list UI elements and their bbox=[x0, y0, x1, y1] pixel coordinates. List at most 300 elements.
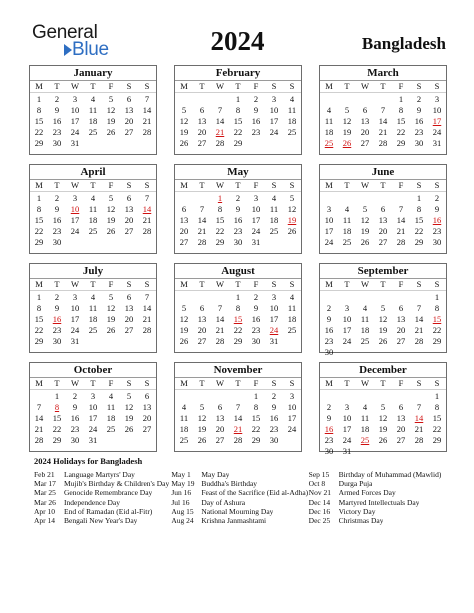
day-cell[interactable]: 27 bbox=[360, 138, 370, 148]
day-cell[interactable]: 11 bbox=[269, 204, 279, 214]
day-cell[interactable]: 19 bbox=[106, 314, 116, 324]
day-cell[interactable]: 7 bbox=[144, 292, 150, 302]
day-cell[interactable]: 24 bbox=[324, 237, 334, 247]
day-cell[interactable]: 14 bbox=[414, 413, 424, 423]
day-cell[interactable]: 20 bbox=[360, 127, 370, 137]
day-cell[interactable]: 28 bbox=[34, 435, 44, 445]
day-cell[interactable]: 18 bbox=[106, 413, 116, 423]
day-cell[interactable]: 16 bbox=[324, 424, 334, 434]
day-cell[interactable]: 6 bbox=[362, 105, 368, 115]
day-cell[interactable]: 8 bbox=[398, 105, 404, 115]
day-cell[interactable]: 11 bbox=[88, 105, 98, 115]
day-cell[interactable]: 30 bbox=[251, 336, 261, 346]
day-cell[interactable]: 17 bbox=[287, 413, 297, 423]
day-cell[interactable]: 18 bbox=[287, 116, 297, 126]
day-cell[interactable]: 1 bbox=[434, 292, 440, 302]
day-cell[interactable]: 21 bbox=[396, 226, 406, 236]
day-cell[interactable]: 1 bbox=[36, 94, 42, 104]
day-cell[interactable]: 29 bbox=[396, 138, 406, 148]
day-cell[interactable]: 18 bbox=[269, 215, 279, 225]
day-cell[interactable]: 27 bbox=[142, 424, 152, 434]
day-cell[interactable]: 1 bbox=[36, 292, 42, 302]
day-cell[interactable]: 5 bbox=[108, 94, 114, 104]
day-cell[interactable]: 5 bbox=[289, 193, 295, 203]
day-cell[interactable]: 20 bbox=[124, 314, 134, 324]
day-cell[interactable]: 8 bbox=[36, 303, 42, 313]
day-cell[interactable]: 3 bbox=[72, 193, 78, 203]
day-cell[interactable]: 26 bbox=[378, 435, 388, 445]
day-cell[interactable]: 16 bbox=[324, 325, 334, 335]
day-cell[interactable]: 1 bbox=[235, 292, 241, 302]
day-cell[interactable]: 29 bbox=[34, 237, 44, 247]
day-cell[interactable]: 25 bbox=[342, 237, 352, 247]
day-cell[interactable]: 30 bbox=[432, 237, 442, 247]
day-cell[interactable]: 28 bbox=[215, 138, 225, 148]
day-cell[interactable]: 1 bbox=[416, 193, 422, 203]
day-cell[interactable]: 5 bbox=[181, 105, 187, 115]
day-cell[interactable]: 15 bbox=[34, 116, 44, 126]
day-cell[interactable]: 23 bbox=[251, 325, 261, 335]
day-cell[interactable]: 14 bbox=[396, 215, 406, 225]
day-cell[interactable]: 4 bbox=[326, 105, 332, 115]
day-cell[interactable]: 5 bbox=[344, 105, 350, 115]
day-cell[interactable]: 5 bbox=[108, 292, 114, 302]
day-cell[interactable]: 24 bbox=[269, 127, 279, 137]
day-cell[interactable]: 28 bbox=[378, 138, 388, 148]
day-cell[interactable]: 24 bbox=[70, 127, 80, 137]
day-cell[interactable]: 25 bbox=[88, 226, 98, 236]
day-cell[interactable]: 21 bbox=[142, 314, 152, 324]
day-cell[interactable]: 16 bbox=[251, 116, 261, 126]
day-cell[interactable]: 4 bbox=[90, 94, 96, 104]
day-cell[interactable]: 3 bbox=[72, 94, 78, 104]
day-cell[interactable]: 11 bbox=[179, 413, 189, 423]
day-cell[interactable]: 13 bbox=[215, 413, 225, 423]
day-cell[interactable]: 7 bbox=[217, 303, 223, 313]
day-cell[interactable]: 23 bbox=[70, 424, 80, 434]
day-cell[interactable]: 20 bbox=[142, 413, 152, 423]
day-cell[interactable]: 16 bbox=[233, 215, 243, 225]
day-cell[interactable]: 26 bbox=[179, 336, 189, 346]
day-cell[interactable]: 15 bbox=[34, 314, 44, 324]
day-cell[interactable]: 19 bbox=[179, 325, 189, 335]
day-cell[interactable]: 31 bbox=[342, 446, 352, 456]
day-cell[interactable]: 14 bbox=[378, 116, 388, 126]
day-cell[interactable]: 17 bbox=[342, 424, 352, 434]
day-cell[interactable]: 21 bbox=[34, 424, 44, 434]
day-cell[interactable]: 1 bbox=[54, 391, 60, 401]
day-cell[interactable]: 7 bbox=[36, 402, 42, 412]
day-cell[interactable]: 16 bbox=[432, 215, 442, 225]
day-cell[interactable]: 10 bbox=[70, 105, 80, 115]
day-cell[interactable]: 12 bbox=[179, 314, 189, 324]
day-cell[interactable]: 23 bbox=[52, 226, 62, 236]
day-cell[interactable]: 13 bbox=[396, 413, 406, 423]
day-cell[interactable]: 10 bbox=[342, 413, 352, 423]
day-cell[interactable]: 9 bbox=[72, 402, 78, 412]
day-cell[interactable]: 15 bbox=[34, 215, 44, 225]
day-cell[interactable]: 20 bbox=[215, 424, 225, 434]
day-cell[interactable]: 4 bbox=[362, 402, 368, 412]
day-cell[interactable]: 27 bbox=[124, 127, 134, 137]
day-cell[interactable]: 4 bbox=[271, 193, 277, 203]
day-cell[interactable]: 13 bbox=[378, 215, 388, 225]
day-cell[interactable]: 17 bbox=[324, 226, 334, 236]
day-cell[interactable]: 8 bbox=[416, 204, 422, 214]
day-cell[interactable]: 23 bbox=[52, 127, 62, 137]
day-cell[interactable]: 1 bbox=[434, 391, 440, 401]
day-cell[interactable]: 18 bbox=[342, 226, 352, 236]
day-cell[interactable]: 6 bbox=[380, 204, 386, 214]
day-cell[interactable]: 21 bbox=[233, 424, 243, 434]
day-cell[interactable]: 6 bbox=[199, 303, 205, 313]
day-cell[interactable]: 2 bbox=[54, 94, 60, 104]
day-cell[interactable]: 28 bbox=[142, 325, 152, 335]
day-cell[interactable]: 18 bbox=[360, 325, 370, 335]
day-cell[interactable]: 14 bbox=[142, 204, 152, 214]
day-cell[interactable]: 8 bbox=[36, 105, 42, 115]
day-cell[interactable]: 31 bbox=[432, 138, 442, 148]
day-cell[interactable]: 22 bbox=[34, 226, 44, 236]
day-cell[interactable]: 4 bbox=[108, 391, 114, 401]
day-cell[interactable]: 28 bbox=[142, 127, 152, 137]
day-cell[interactable]: 16 bbox=[269, 413, 279, 423]
day-cell[interactable]: 17 bbox=[269, 116, 279, 126]
day-cell[interactable]: 30 bbox=[324, 347, 334, 357]
day-cell[interactable]: 14 bbox=[215, 116, 225, 126]
day-cell[interactable]: 9 bbox=[235, 204, 241, 214]
day-cell[interactable]: 12 bbox=[179, 116, 189, 126]
day-cell[interactable]: 8 bbox=[217, 204, 223, 214]
day-cell[interactable]: 16 bbox=[52, 314, 62, 324]
day-cell[interactable]: 21 bbox=[142, 215, 152, 225]
day-cell[interactable]: 6 bbox=[181, 204, 187, 214]
day-cell[interactable]: 2 bbox=[416, 94, 422, 104]
day-cell[interactable]: 26 bbox=[197, 435, 207, 445]
day-cell[interactable]: 29 bbox=[233, 138, 243, 148]
day-cell[interactable]: 29 bbox=[414, 237, 424, 247]
day-cell[interactable]: 27 bbox=[197, 336, 207, 346]
day-cell[interactable]: 14 bbox=[215, 314, 225, 324]
day-cell[interactable]: 29 bbox=[432, 435, 442, 445]
day-cell[interactable]: 8 bbox=[434, 402, 440, 412]
day-cell[interactable]: 19 bbox=[197, 424, 207, 434]
day-cell[interactable]: 21 bbox=[142, 116, 152, 126]
day-cell[interactable]: 12 bbox=[106, 303, 116, 313]
day-cell[interactable]: 13 bbox=[124, 303, 134, 313]
day-cell[interactable]: 22 bbox=[215, 226, 225, 236]
day-cell[interactable]: 25 bbox=[88, 127, 98, 137]
day-cell[interactable]: 26 bbox=[124, 424, 134, 434]
day-cell[interactable]: 3 bbox=[434, 94, 440, 104]
day-cell[interactable]: 2 bbox=[271, 391, 277, 401]
day-cell[interactable]: 19 bbox=[106, 215, 116, 225]
day-cell[interactable]: 10 bbox=[287, 402, 297, 412]
day-cell[interactable]: 31 bbox=[269, 336, 279, 346]
day-cell[interactable]: 23 bbox=[269, 424, 279, 434]
day-cell[interactable]: 9 bbox=[54, 303, 60, 313]
day-cell[interactable]: 20 bbox=[396, 325, 406, 335]
day-cell[interactable]: 13 bbox=[197, 116, 207, 126]
day-cell[interactable]: 2 bbox=[326, 402, 332, 412]
day-cell[interactable]: 28 bbox=[142, 226, 152, 236]
day-cell[interactable]: 30 bbox=[70, 435, 80, 445]
day-cell[interactable]: 19 bbox=[287, 215, 297, 225]
day-cell[interactable]: 14 bbox=[414, 314, 424, 324]
day-cell[interactable]: 20 bbox=[179, 226, 189, 236]
day-cell[interactable]: 29 bbox=[34, 138, 44, 148]
day-cell[interactable]: 16 bbox=[52, 215, 62, 225]
day-cell[interactable]: 17 bbox=[70, 215, 80, 225]
day-cell[interactable]: 24 bbox=[287, 424, 297, 434]
day-cell[interactable]: 27 bbox=[378, 237, 388, 247]
day-cell[interactable]: 23 bbox=[324, 435, 334, 445]
day-cell[interactable]: 31 bbox=[88, 435, 98, 445]
day-cell[interactable]: 6 bbox=[126, 193, 132, 203]
day-cell[interactable]: 30 bbox=[52, 237, 62, 247]
day-cell[interactable]: 4 bbox=[90, 292, 96, 302]
day-cell[interactable]: 25 bbox=[88, 325, 98, 335]
day-cell[interactable]: 18 bbox=[179, 424, 189, 434]
day-cell[interactable]: 15 bbox=[432, 314, 442, 324]
day-cell[interactable]: 19 bbox=[124, 413, 134, 423]
day-cell[interactable]: 23 bbox=[233, 226, 243, 236]
day-cell[interactable]: 1 bbox=[217, 193, 223, 203]
day-cell[interactable]: 23 bbox=[52, 325, 62, 335]
day-cell[interactable]: 11 bbox=[287, 105, 297, 115]
day-cell[interactable]: 2 bbox=[326, 303, 332, 313]
day-cell[interactable]: 1 bbox=[235, 94, 241, 104]
day-cell[interactable]: 24 bbox=[251, 226, 261, 236]
day-cell[interactable]: 21 bbox=[215, 127, 225, 137]
day-cell[interactable]: 8 bbox=[235, 303, 241, 313]
day-cell[interactable]: 10 bbox=[88, 402, 98, 412]
day-cell[interactable]: 7 bbox=[380, 105, 386, 115]
day-cell[interactable]: 8 bbox=[253, 402, 259, 412]
day-cell[interactable]: 14 bbox=[142, 105, 152, 115]
day-cell[interactable]: 26 bbox=[378, 336, 388, 346]
day-cell[interactable]: 19 bbox=[360, 226, 370, 236]
day-cell[interactable]: 2 bbox=[253, 94, 259, 104]
day-cell[interactable]: 13 bbox=[360, 116, 370, 126]
day-cell[interactable]: 21 bbox=[215, 325, 225, 335]
day-cell[interactable]: 29 bbox=[432, 336, 442, 346]
day-cell[interactable]: 31 bbox=[251, 237, 261, 247]
day-cell[interactable]: 9 bbox=[326, 314, 332, 324]
day-cell[interactable]: 11 bbox=[88, 303, 98, 313]
day-cell[interactable]: 22 bbox=[34, 325, 44, 335]
day-cell[interactable]: 25 bbox=[324, 138, 334, 148]
day-cell[interactable]: 25 bbox=[269, 226, 279, 236]
day-cell[interactable]: 9 bbox=[416, 105, 422, 115]
day-cell[interactable]: 6 bbox=[217, 402, 223, 412]
day-cell[interactable]: 7 bbox=[235, 402, 241, 412]
day-cell[interactable]: 6 bbox=[144, 391, 150, 401]
day-cell[interactable]: 9 bbox=[253, 303, 259, 313]
day-cell[interactable]: 18 bbox=[88, 116, 98, 126]
day-cell[interactable]: 18 bbox=[287, 314, 297, 324]
day-cell[interactable]: 7 bbox=[416, 402, 422, 412]
day-cell[interactable]: 15 bbox=[432, 413, 442, 423]
day-cell[interactable]: 6 bbox=[199, 105, 205, 115]
day-cell[interactable]: 26 bbox=[342, 138, 352, 148]
day-cell[interactable]: 21 bbox=[414, 325, 424, 335]
day-cell[interactable]: 25 bbox=[106, 424, 116, 434]
day-cell[interactable]: 13 bbox=[197, 314, 207, 324]
day-cell[interactable]: 7 bbox=[144, 94, 150, 104]
day-cell[interactable]: 12 bbox=[378, 413, 388, 423]
day-cell[interactable]: 8 bbox=[36, 204, 42, 214]
day-cell[interactable]: 22 bbox=[52, 424, 62, 434]
day-cell[interactable]: 19 bbox=[378, 424, 388, 434]
day-cell[interactable]: 3 bbox=[72, 292, 78, 302]
day-cell[interactable]: 25 bbox=[287, 325, 297, 335]
day-cell[interactable]: 3 bbox=[253, 193, 259, 203]
day-cell[interactable]: 8 bbox=[54, 402, 60, 412]
day-cell[interactable]: 13 bbox=[124, 204, 134, 214]
day-cell[interactable]: 10 bbox=[251, 204, 261, 214]
day-cell[interactable]: 30 bbox=[269, 435, 279, 445]
day-cell[interactable]: 20 bbox=[396, 424, 406, 434]
day-cell[interactable]: 22 bbox=[432, 325, 442, 335]
day-cell[interactable]: 24 bbox=[70, 325, 80, 335]
day-cell[interactable]: 25 bbox=[179, 435, 189, 445]
day-cell[interactable]: 29 bbox=[52, 435, 62, 445]
day-cell[interactable]: 3 bbox=[289, 391, 295, 401]
day-cell[interactable]: 23 bbox=[251, 127, 261, 137]
day-cell[interactable]: 2 bbox=[235, 193, 241, 203]
day-cell[interactable]: 15 bbox=[52, 413, 62, 423]
day-cell[interactable]: 24 bbox=[88, 424, 98, 434]
day-cell[interactable]: 26 bbox=[360, 237, 370, 247]
day-cell[interactable]: 9 bbox=[54, 204, 60, 214]
brand-logo[interactable] bbox=[32, 22, 132, 60]
day-cell[interactable]: 17 bbox=[251, 215, 261, 225]
day-cell[interactable]: 10 bbox=[70, 303, 80, 313]
day-cell[interactable]: 12 bbox=[106, 204, 116, 214]
day-cell[interactable]: 1 bbox=[398, 94, 404, 104]
day-cell[interactable]: 16 bbox=[414, 116, 424, 126]
day-cell[interactable]: 29 bbox=[215, 237, 225, 247]
day-cell[interactable]: 18 bbox=[360, 424, 370, 434]
day-cell[interactable]: 14 bbox=[142, 303, 152, 313]
day-cell[interactable]: 14 bbox=[197, 215, 207, 225]
day-cell[interactable]: 3 bbox=[344, 303, 350, 313]
day-cell[interactable]: 16 bbox=[251, 314, 261, 324]
day-cell[interactable]: 24 bbox=[70, 226, 80, 236]
day-cell[interactable]: 2 bbox=[434, 193, 440, 203]
day-cell[interactable]: 4 bbox=[362, 303, 368, 313]
day-cell[interactable]: 22 bbox=[414, 226, 424, 236]
day-cell[interactable]: 23 bbox=[414, 127, 424, 137]
day-cell[interactable]: 24 bbox=[342, 435, 352, 445]
day-cell[interactable]: 11 bbox=[88, 204, 98, 214]
day-cell[interactable]: 11 bbox=[360, 314, 370, 324]
day-cell[interactable]: 7 bbox=[199, 204, 205, 214]
day-cell[interactable]: 8 bbox=[434, 303, 440, 313]
day-cell[interactable]: 25 bbox=[360, 435, 370, 445]
day-cell[interactable]: 3 bbox=[271, 94, 277, 104]
day-cell[interactable]: 29 bbox=[34, 336, 44, 346]
day-cell[interactable]: 14 bbox=[34, 413, 44, 423]
day-cell[interactable]: 15 bbox=[251, 413, 261, 423]
day-cell[interactable]: 9 bbox=[54, 105, 60, 115]
day-cell[interactable]: 26 bbox=[179, 138, 189, 148]
day-cell[interactable]: 15 bbox=[215, 215, 225, 225]
day-cell[interactable]: 26 bbox=[106, 226, 116, 236]
day-cell[interactable]: 20 bbox=[197, 127, 207, 137]
day-cell[interactable]: 11 bbox=[360, 413, 370, 423]
day-cell[interactable]: 6 bbox=[126, 292, 132, 302]
day-cell[interactable]: 20 bbox=[378, 226, 388, 236]
day-cell[interactable]: 28 bbox=[396, 237, 406, 247]
day-cell[interactable]: 31 bbox=[70, 138, 80, 148]
day-cell[interactable]: 12 bbox=[378, 314, 388, 324]
day-cell[interactable]: 6 bbox=[398, 402, 404, 412]
day-cell[interactable]: 5 bbox=[380, 303, 386, 313]
day-cell[interactable]: 25 bbox=[287, 127, 297, 137]
day-cell[interactable]: 22 bbox=[396, 127, 406, 137]
day-cell[interactable]: 31 bbox=[70, 336, 80, 346]
day-cell[interactable]: 27 bbox=[215, 435, 225, 445]
day-cell[interactable]: 10 bbox=[324, 215, 334, 225]
day-cell[interactable]: 15 bbox=[414, 215, 424, 225]
day-cell[interactable]: 22 bbox=[233, 325, 243, 335]
day-cell[interactable]: 2 bbox=[54, 292, 60, 302]
day-cell[interactable]: 28 bbox=[414, 435, 424, 445]
day-cell[interactable]: 12 bbox=[287, 204, 297, 214]
day-cell[interactable]: 3 bbox=[344, 402, 350, 412]
day-cell[interactable]: 4 bbox=[181, 402, 187, 412]
day-cell[interactable]: 18 bbox=[324, 127, 334, 137]
day-cell[interactable]: 3 bbox=[90, 391, 96, 401]
day-cell[interactable]: 6 bbox=[398, 303, 404, 313]
day-cell[interactable]: 27 bbox=[124, 226, 134, 236]
day-cell[interactable]: 12 bbox=[106, 105, 116, 115]
day-cell[interactable]: 11 bbox=[106, 402, 116, 412]
day-cell[interactable]: 24 bbox=[342, 336, 352, 346]
day-cell[interactable]: 5 bbox=[126, 391, 132, 401]
day-cell[interactable]: 5 bbox=[380, 402, 386, 412]
day-cell[interactable]: 27 bbox=[179, 237, 189, 247]
day-cell[interactable]: 9 bbox=[271, 402, 277, 412]
day-cell[interactable]: 19 bbox=[342, 127, 352, 137]
day-cell[interactable]: 5 bbox=[362, 204, 368, 214]
day-cell[interactable]: 14 bbox=[233, 413, 243, 423]
day-cell[interactable]: 29 bbox=[251, 435, 261, 445]
day-cell[interactable]: 2 bbox=[72, 391, 78, 401]
day-cell[interactable]: 24 bbox=[269, 325, 279, 335]
day-cell[interactable]: 7 bbox=[398, 204, 404, 214]
day-cell[interactable]: 13 bbox=[124, 105, 134, 115]
day-cell[interactable]: 4 bbox=[289, 292, 295, 302]
day-cell[interactable]: 15 bbox=[396, 116, 406, 126]
day-cell[interactable]: 13 bbox=[142, 402, 152, 412]
day-cell[interactable]: 12 bbox=[342, 116, 352, 126]
day-cell[interactable]: 17 bbox=[70, 314, 80, 324]
day-cell[interactable]: 4 bbox=[344, 204, 350, 214]
day-cell[interactable]: 7 bbox=[416, 303, 422, 313]
day-cell[interactable]: 27 bbox=[396, 336, 406, 346]
day-cell[interactable]: 7 bbox=[217, 105, 223, 115]
day-cell[interactable]: 12 bbox=[360, 215, 370, 225]
day-cell[interactable]: 18 bbox=[88, 314, 98, 324]
day-cell[interactable]: 28 bbox=[215, 336, 225, 346]
day-cell[interactable]: 17 bbox=[432, 116, 442, 126]
day-cell[interactable]: 21 bbox=[197, 226, 207, 236]
day-cell[interactable]: 28 bbox=[414, 336, 424, 346]
day-cell[interactable]: 28 bbox=[233, 435, 243, 445]
